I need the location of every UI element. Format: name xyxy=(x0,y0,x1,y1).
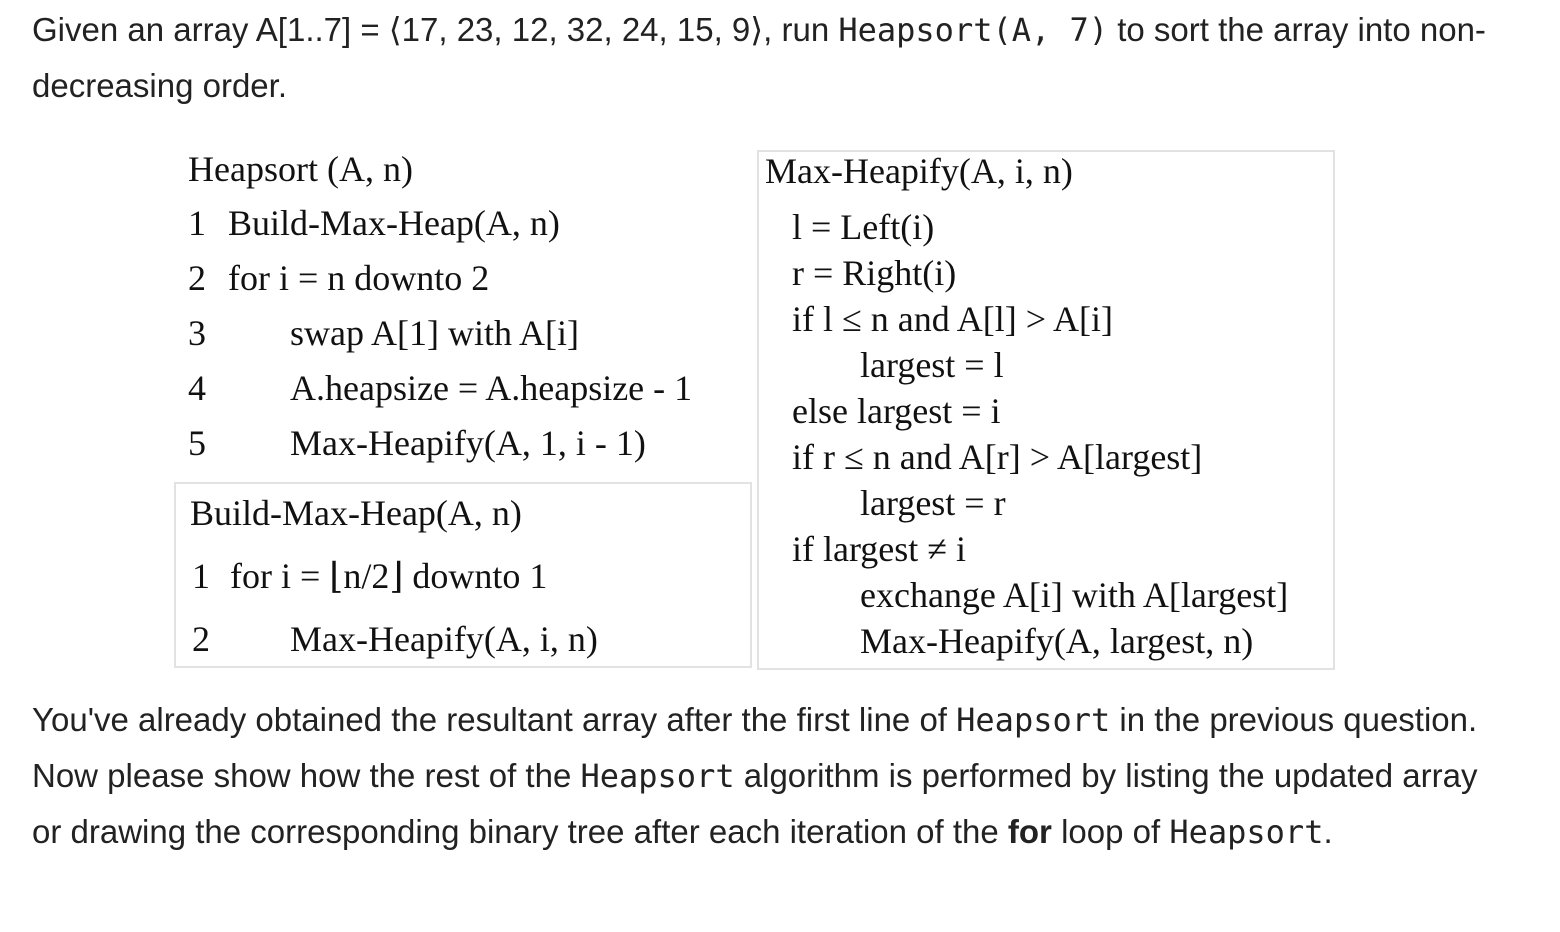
intro-text-1: Given an array A[1..7] = ⟨17, 23, 12, 32, 24, 15, 9⟩, run xyxy=(32,11,839,48)
max-heapify-line: Max-Heapify(A, largest, n) xyxy=(860,621,1254,661)
outro-code-1: Heapsort xyxy=(956,701,1111,739)
outro-text-2: in the previous question. Now please show how the rest of the xyxy=(32,701,1478,794)
heapsort-line-number: 5 xyxy=(188,423,206,463)
max-heapify-line: if largest ≠ i xyxy=(792,529,967,569)
outro-text-3: algorithm is performed by listing the updated array or drawing the corresponding binary tree after each iteration of the xyxy=(32,757,1478,850)
max-heapify-line: exchange A[i] with A[largest] xyxy=(860,575,1289,615)
max-heapify-line: l = Left(i) xyxy=(792,207,935,247)
build-line-number: 1 xyxy=(192,556,210,596)
heapsort-line: for i = n downto 2 xyxy=(228,258,490,298)
heapsort-line: Build-Max-Heap(A, n) xyxy=(228,203,560,243)
intro-paragraph xyxy=(32,2,1512,114)
outro-bold-for: for xyxy=(1007,813,1052,850)
intro-code: Heapsort(A, 7) xyxy=(838,11,1109,49)
outro-text-1: You've already obtained the resultant array after the first line of xyxy=(32,701,957,738)
max-heapify-line: largest = l xyxy=(860,345,1004,385)
heapsort-line: A.heapsize = A.heapsize - 1 xyxy=(290,368,693,408)
outro-code-3: Heapsort xyxy=(1169,813,1324,851)
intro-text-2: to sort the array into non-decreasing order. xyxy=(32,11,1486,104)
heapsort-line: Max-Heapify(A, 1, i - 1) xyxy=(290,423,646,463)
outro-code-2: Heapsort xyxy=(580,757,735,795)
build-line: Max-Heapify(A, i, n) xyxy=(290,619,598,659)
max-heapify-line: else largest = i xyxy=(792,391,1001,431)
heapsort-line-number: 1 xyxy=(188,203,206,243)
heapsort-line: swap A[1] with A[i] xyxy=(290,313,579,353)
heapsort-line-number: 2 xyxy=(188,258,206,298)
max-heapify-line: if r ≤ n and A[r] > A[largest] xyxy=(792,437,1203,477)
max-heapify-header: Max-Heapify(A, i, n) xyxy=(765,151,1073,191)
heapsort-line-number: 3 xyxy=(188,313,206,353)
heapsort-line-number: 4 xyxy=(188,368,206,408)
max-heapify-line: if l ≤ n and A[l] > A[i] xyxy=(792,299,1114,339)
outro-paragraph xyxy=(32,692,1512,860)
build-header: Build-Max-Heap(A, n) xyxy=(190,493,522,533)
max-heapify-line: r = Right(i) xyxy=(792,253,957,293)
build-line: for i = ⌊n/2⌋ downto 1 xyxy=(230,556,548,596)
build-line-number: 2 xyxy=(192,619,210,659)
max-heapify-line: largest = r xyxy=(860,483,1006,523)
outro-text-5: . xyxy=(1323,813,1333,850)
outro-text-4: loop of xyxy=(1051,813,1170,850)
heapsort-header: Heapsort (A, n) xyxy=(188,149,413,189)
